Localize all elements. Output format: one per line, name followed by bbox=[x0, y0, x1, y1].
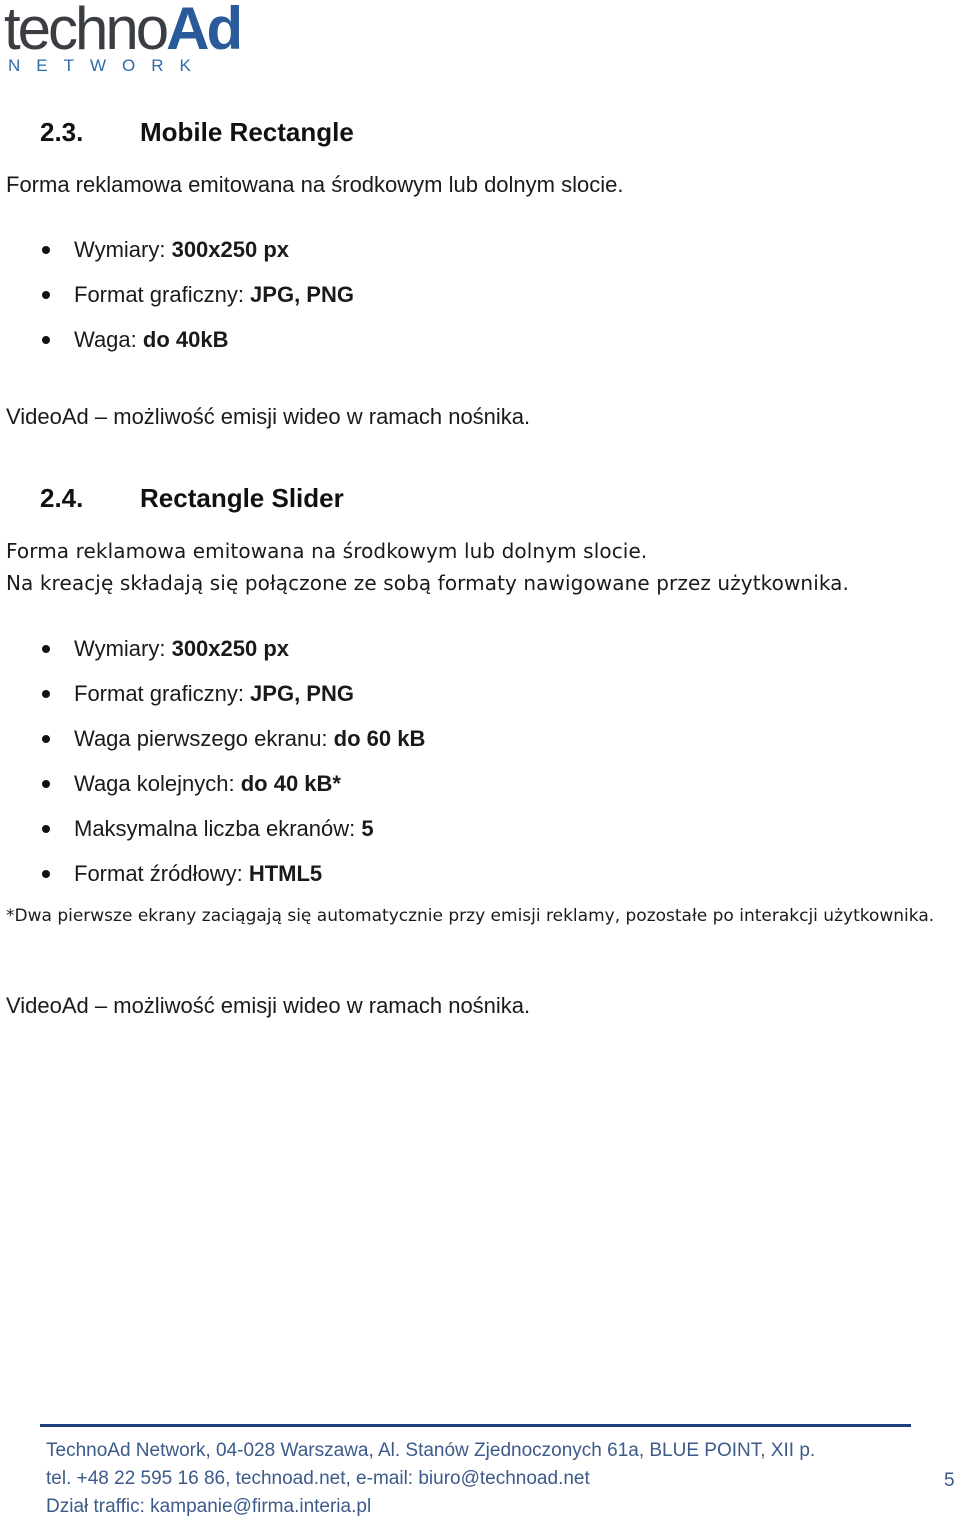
bullet-icon bbox=[42, 291, 50, 299]
technoad-logo bbox=[4, 0, 264, 80]
list-item: Wymiary: 300x250 px bbox=[0, 635, 425, 663]
list-item: Maksymalna liczba ekranów: 5 bbox=[0, 815, 425, 843]
section-intro-2: Na kreację składają się połączone ze sobą formaty nawigowane przez użytkownika. bbox=[6, 571, 849, 595]
footer-traffic: Dział traffic: kampanie@firma.interia.pl bbox=[46, 1496, 372, 1517]
section-intro: Forma reklamowa emitowana na środkowym lub dolnym slocie. bbox=[6, 539, 648, 563]
bullet-icon bbox=[42, 645, 50, 653]
section-number: 2.3. bbox=[40, 117, 84, 147]
list-item: Format graficzny: JPG, PNG bbox=[0, 680, 425, 708]
page-footer bbox=[46, 1437, 815, 1521]
footer-divider bbox=[40, 1424, 911, 1427]
video-note: VideoAd – możliwość emisji wideo w ramach nośnika. bbox=[6, 993, 531, 1018]
bullet-icon bbox=[42, 246, 50, 254]
list-item: Wymiary: 300x250 px bbox=[0, 236, 354, 264]
section-intro: Forma reklamowa emitowana na środkowym lub dolnym slocie. bbox=[6, 172, 624, 197]
spec-list-rectangle-slider bbox=[0, 635, 425, 888]
bullet-icon bbox=[42, 690, 50, 698]
footnote: *Dwa pierwsze ekrany zaciągają się automatycznie przy emisji reklamy, pozostałe po interakcji użytkownika. bbox=[6, 906, 935, 926]
bullet-icon bbox=[42, 336, 50, 344]
list-item: Waga: do 40kB bbox=[0, 326, 354, 354]
bullet-icon bbox=[42, 870, 50, 878]
bullet-icon bbox=[42, 780, 50, 788]
bullet-icon bbox=[42, 735, 50, 743]
section-title: Rectangle Slider bbox=[140, 483, 344, 513]
footer-contact: tel. +48 22 595 16 86, technoad.net, e-mail: biuro@technoad.net bbox=[46, 1468, 590, 1489]
section-heading-mobile-rectangle bbox=[40, 117, 354, 147]
section-title: Mobile Rectangle bbox=[140, 117, 354, 147]
spec-list-mobile-rectangle bbox=[0, 236, 354, 354]
list-item: Format graficzny: JPG, PNG bbox=[0, 281, 354, 309]
page-number: 5 bbox=[944, 1470, 955, 1491]
section-number: 2.4. bbox=[40, 483, 84, 513]
logo-wordmark: technoAd bbox=[4, 0, 241, 62]
footer-address: TechnoAd Network, 04-028 Warszawa, Al. Stanów Zjednoczonych 61a, BLUE POINT, XII p. bbox=[46, 1440, 816, 1461]
logo-subtitle: NETWORK bbox=[8, 56, 207, 75]
video-note: VideoAd – możliwość emisji wideo w ramach nośnika. bbox=[6, 404, 531, 429]
list-item: Format źródłowy: HTML5 bbox=[0, 860, 425, 888]
list-item: Waga kolejnych: do 40 kB* bbox=[0, 770, 425, 798]
section-heading-rectangle-slider bbox=[40, 483, 344, 513]
bullet-icon bbox=[42, 825, 50, 833]
list-item: Waga pierwszego ekranu: do 60 kB bbox=[0, 725, 425, 753]
